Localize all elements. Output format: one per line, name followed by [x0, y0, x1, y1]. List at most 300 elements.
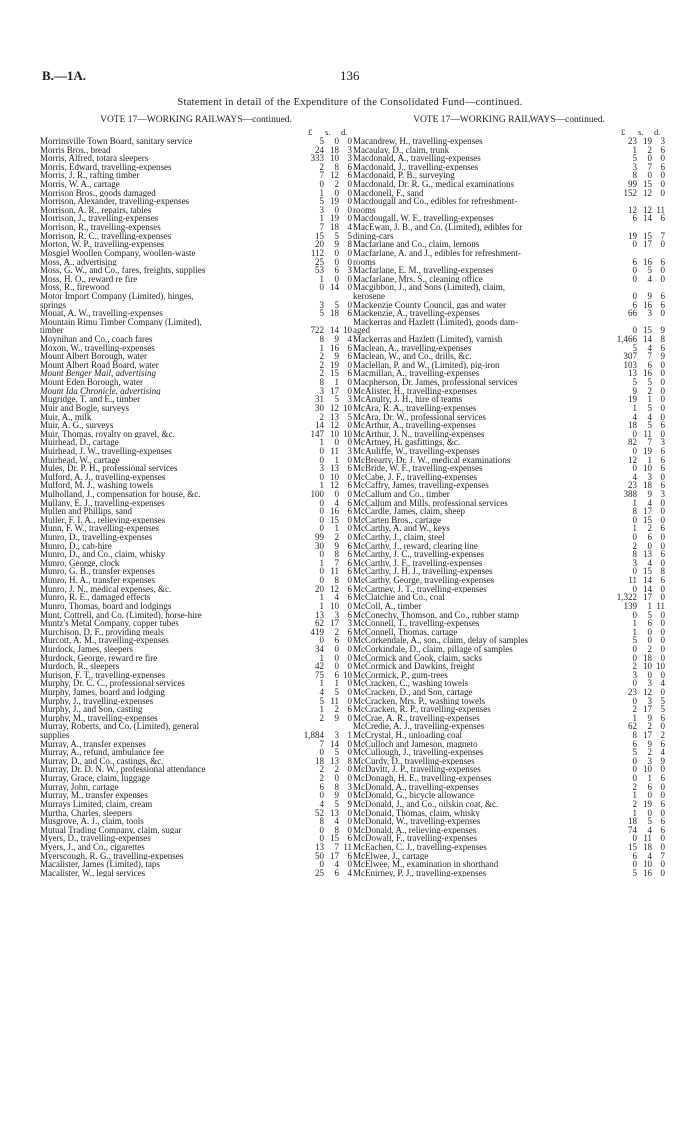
pounds-amount: 99 [315, 532, 324, 543]
shillings-amount: 15 [330, 833, 339, 844]
pounds-amount: 5 [632, 377, 637, 388]
pounds-amount: 0 [632, 609, 637, 620]
shillings-amount: 5 [647, 816, 652, 827]
shillings-amount: 3 [647, 308, 652, 319]
shillings-amount: 6 [334, 669, 339, 680]
pounds-amount: 62 [315, 618, 324, 629]
payee-name: Macdougall and Co., edibles for refreshment- [353, 197, 518, 206]
expenditure-row [40, 447, 352, 456]
shillings-amount: 5 [334, 747, 339, 758]
shillings-amount: 0 [334, 643, 339, 654]
payee-name: Munro, D., travelling-expenses [40, 533, 153, 542]
pence-amount: 5 [347, 411, 352, 422]
shillings-amount: 0 [647, 635, 652, 646]
pence-amount: 6 [660, 144, 665, 155]
pence-amount: 0 [347, 523, 352, 534]
expenditure-row [353, 430, 665, 439]
pence-amount: 0 [347, 179, 352, 190]
shillings-amount: 9 [334, 540, 339, 551]
pounds-amount: 42 [315, 661, 324, 672]
pounds-amount: 20 [315, 583, 324, 594]
pence-amount: 10 [343, 428, 352, 439]
payee-name: Munro, D., and Co., claim, whisky [40, 550, 166, 559]
shillings-amount: 2 [647, 747, 652, 758]
payee-name: McCarthy, George, travelling-expenses [353, 576, 495, 585]
pounds-amount: 419 [310, 626, 324, 637]
pence-amount: 0 [347, 575, 352, 586]
shillings-amount: 15 [643, 514, 652, 525]
pence-amount: 0 [347, 299, 352, 310]
payee-name: McCarthy, J., reward, clearing line [353, 541, 478, 551]
payee-name: McCorkindale, D., claim, pillage of samples [353, 644, 513, 654]
payee-name: Macfarlane and Co., claim, lemons [353, 240, 480, 249]
pence-amount: 0 [347, 807, 352, 818]
pence-amount: 4 [660, 747, 665, 758]
pence-amount: 0 [660, 790, 665, 801]
pounds-amount: 53 [315, 265, 324, 276]
shillings-amount: 0 [647, 540, 652, 551]
expenditure-row [353, 671, 665, 680]
shillings-amount: 15 [330, 514, 339, 525]
shillings-amount: 12 [330, 402, 339, 413]
expenditure-row [40, 783, 352, 792]
pounds-amount: 5 [632, 635, 637, 646]
payee-name: Murcott, A. M., travelling-expenses [40, 636, 169, 645]
pence-amount: 0 [347, 385, 352, 396]
shillings-amount: 4 [334, 816, 339, 827]
pence-amount: 6 [660, 256, 665, 267]
pence-amount: 10 [343, 669, 352, 680]
pounds-amount: 0 [632, 566, 637, 577]
expenditure-row [353, 361, 665, 370]
payee-name: Mountain Rimu Timber Company (Limited), [40, 317, 202, 327]
expenditure-row [40, 240, 352, 249]
expenditure-row [40, 662, 352, 671]
expenditure-row [353, 722, 665, 731]
expenditure-row [40, 249, 352, 258]
shillings-amount: 7 [334, 841, 339, 852]
pounds-amount: 3 [319, 463, 324, 474]
payee-name: Moxon, W., travelling-expenses [40, 343, 155, 353]
pounds-unit: £ [621, 127, 626, 137]
pence-amount: 3 [347, 144, 352, 155]
expenditure-row [353, 163, 665, 172]
shillings-amount: 5 [647, 402, 652, 413]
expenditure-row [353, 740, 665, 749]
pence-amount: 6 [660, 816, 665, 827]
pounds-amount: 2 [319, 351, 324, 362]
shillings-amount: 17 [330, 618, 339, 629]
shillings-amount: 5 [334, 394, 339, 405]
pence-amount: 3 [347, 445, 352, 456]
pounds-amount: 74 [628, 824, 637, 835]
pounds-amount: 722 [310, 325, 324, 336]
shillings-amount: 3 [647, 471, 652, 482]
expenditure-row [353, 843, 665, 852]
shillings-amount: 0 [647, 790, 652, 801]
expenditure-row [40, 697, 352, 706]
payee-name: Murray, D., and Co., castings, &c. [40, 756, 164, 766]
pence-amount: 0 [660, 626, 665, 637]
payee-name: Macmillan, A., travelling-expenses [353, 369, 480, 379]
expenditure-row [40, 860, 352, 869]
pounds-amount: 4 [632, 411, 637, 422]
pence-amount: 3 [347, 394, 352, 405]
pounds-amount [603, 249, 637, 258]
pence-amount: 3 [347, 781, 352, 792]
payee-name: Munro, R. E., damaged effects [40, 593, 151, 602]
payee-name: McCurdy, D., travelling-expenses [353, 756, 475, 766]
pence-amount: 0 [347, 437, 352, 448]
expenditure-row [353, 275, 665, 284]
payee-name: Murphy, J., travelling-expenses [40, 696, 154, 706]
shillings-amount: 12 [330, 420, 339, 431]
shillings-amount: 11 [330, 445, 339, 456]
payee-name: McCallum and Mills, professional services [353, 498, 508, 508]
pence-amount: 0 [660, 652, 665, 663]
pounds-amount: 6 [632, 256, 637, 267]
pounds-amount: 1 [319, 704, 324, 715]
expenditure-row [40, 516, 352, 525]
payee-name: McAra, R. A., travelling-expenses [353, 403, 477, 413]
payee-name: McAnulty, J. H., hire of teams [353, 395, 463, 404]
payee-name: Morris, Alfred, totara sleepers [40, 154, 149, 163]
payee-name: Macalister, W., legal services [40, 868, 146, 878]
right-column [353, 116, 665, 877]
pence-amount: 0 [347, 816, 352, 827]
expenditure-row [40, 318, 352, 327]
payee-name: Moss, R., firewood [40, 283, 110, 292]
shillings-amount: 16 [330, 342, 339, 353]
pounds-amount: 1 [632, 618, 637, 629]
pounds-amount: 3 [632, 557, 637, 568]
payee-name: Morrison Bros., goods damaged [40, 188, 156, 198]
payee-name: McBride, W. F., travelling-expenses [353, 464, 483, 473]
payee-name: McDowall, F., travelling-expenses [353, 834, 478, 843]
pounds-amount: 8 [319, 816, 324, 827]
pounds-amount: 0 [632, 859, 637, 870]
shillings-amount: 0 [334, 273, 339, 284]
pounds-amount: 1 [319, 437, 324, 448]
shillings-amount: 13 [330, 463, 339, 474]
pence-amount: 11 [343, 841, 352, 852]
pence-amount: 0 [347, 273, 352, 284]
expenditure-row [353, 146, 665, 155]
pounds-amount: 1 [319, 273, 324, 284]
pounds-amount [603, 318, 637, 327]
payee-name: Murdock, James, sleepers [40, 644, 133, 654]
expenditure-row [353, 249, 665, 258]
page-number: 136 [340, 68, 360, 83]
pence-amount: 6 [347, 497, 352, 508]
shillings-amount: 11 [643, 428, 652, 439]
shillings-amount: 4 [647, 850, 652, 861]
page-header [0, 68, 700, 82]
pence-amount: 0 [660, 687, 665, 697]
shillings-amount: 4 [334, 859, 339, 870]
payee-name: Macpherson, Dr. James, professional services [353, 378, 518, 387]
payee-name: Mullany, E. J., travelling-expenses [40, 498, 165, 508]
shillings-unit: s. [325, 127, 331, 137]
pence-amount: 0 [347, 532, 352, 543]
payee-name: Muir, Thomas, royalty on gravel, &c. [40, 429, 175, 439]
pounds-amount: 4 [632, 471, 637, 482]
shillings-amount: 2 [647, 144, 652, 155]
shillings-amount: 19 [330, 213, 339, 224]
shillings-amount: 13 [643, 549, 652, 560]
payee-name: Morrison, R., travelling-expenses [40, 223, 161, 232]
expenditure-row [40, 352, 352, 361]
pounds-amount: 1 [319, 187, 324, 198]
pence-amount: 0 [347, 764, 352, 775]
payee-name: Muirhead, J. W., travelling-expenses [40, 446, 172, 456]
payee-name: Macfarlane, Mrs. S., cleaning office [353, 274, 483, 284]
pence-amount: 0 [660, 368, 665, 379]
left-column [40, 116, 352, 877]
expenditure-row [40, 171, 352, 180]
expenditure-row [353, 180, 665, 189]
pounds-amount: 7 [319, 222, 324, 233]
expenditure-row [353, 214, 665, 223]
pounds-amount: 11 [628, 575, 637, 586]
shillings-amount: 10 [643, 764, 652, 775]
pounds-amount: 0 [319, 514, 324, 525]
pence-amount: 0 [347, 678, 352, 689]
shillings-amount: 9 [334, 712, 339, 723]
pounds-amount: 82 [628, 437, 637, 448]
expenditure-row [40, 688, 352, 697]
expenditure-row [40, 361, 352, 370]
shillings-amount: 2 [334, 179, 339, 190]
pence-amount: 6 [347, 566, 352, 577]
pence-amount: 0 [660, 265, 665, 276]
pounds-amount: 5 [319, 136, 324, 146]
expenditure-row [353, 171, 665, 180]
expenditure-row [40, 232, 352, 241]
shillings-amount: 11 [643, 833, 652, 844]
payee-name: Macfarlane, A. and J., edibles for refreshment- [353, 248, 521, 258]
shillings-amount: 6 [647, 532, 652, 543]
payee-name: Myers, D., travelling-expenses [40, 834, 151, 843]
pence-amount: 0 [347, 661, 352, 672]
shillings-amount: 0 [334, 437, 339, 448]
shillings-amount: 9 [647, 290, 652, 301]
shillings-amount: 10 [643, 463, 652, 474]
payee-name: supplies [40, 731, 70, 740]
expenditure-row [40, 387, 352, 396]
expenditure-row [353, 542, 665, 551]
expenditure-row [353, 619, 665, 628]
shillings-amount: 8 [334, 161, 339, 172]
payee-name: McCorkendale, A., son., claim, delay of samples [353, 636, 528, 645]
payee-name: McColl, A., timber [353, 601, 422, 611]
shillings-amount: 0 [334, 204, 339, 215]
pence-amount: 0 [660, 807, 665, 818]
pence-amount: 2 [660, 730, 665, 741]
pounds-amount: 3 [632, 669, 637, 680]
pounds-amount: 8 [632, 170, 637, 181]
pounds-amount: 0 [319, 179, 324, 190]
payee-name: Murray, Grace, claim, luggage [40, 774, 150, 783]
pounds-amount: 0 [632, 652, 637, 663]
expenditure-row [40, 344, 352, 353]
expenditure-row [40, 283, 352, 292]
payee-name: Musgrove, A. J., claim, tools [40, 817, 144, 826]
pounds-amount: 0 [319, 497, 324, 508]
expenditure-row [40, 602, 352, 611]
expenditure-row [353, 774, 665, 783]
payee-name: McCarthy, J. F., travelling-expenses [353, 558, 483, 568]
payee-name: McCormick and Cook, claim, sacks [353, 653, 482, 663]
pence-amount: 3 [660, 488, 665, 499]
pounds-amount: 5 [319, 308, 324, 319]
pounds-amount: 5 [319, 695, 324, 706]
shillings-amount: 1 [647, 600, 652, 611]
payee-name: Macdougall, W. F., travelling-expenses [353, 214, 494, 224]
pence-amount: 0 [660, 532, 665, 543]
pence-amount: 5 [660, 695, 665, 706]
shillings-amount: 16 [643, 256, 652, 267]
shillings-amount: 15 [643, 566, 652, 577]
shillings-amount: 5 [647, 265, 652, 276]
expenditure-row [353, 533, 665, 542]
payee-name: Muntz's Metal Company, copper tubes [40, 619, 179, 628]
pounds-amount: 18 [628, 816, 637, 827]
pence-amount: 0 [660, 471, 665, 482]
expenditure-row [40, 765, 352, 774]
payee-name: McDonagh, H. E., travelling-expenses [353, 774, 492, 783]
pounds-amount: 6 [632, 213, 637, 224]
payee-name: Munt, Cottrell, and Co. (Limited), horse-hire [40, 610, 202, 620]
pounds-amount: 0 [319, 859, 324, 870]
expenditure-row [353, 481, 665, 490]
payee-name: Morrison, A. R., repairs, tables [40, 205, 152, 215]
pounds-amount: 0 [319, 282, 324, 293]
payee-name: McCarthy, J. C., travelling-expenses [353, 550, 485, 559]
expenditure-row [40, 214, 352, 223]
pence-amount: 0 [347, 420, 352, 431]
shillings-amount: 14 [643, 575, 652, 586]
payee-name: McDonald, Thomas, claim, whisky [353, 808, 480, 818]
pounds-amount: 15 [628, 841, 637, 852]
shillings-amount: 2 [334, 764, 339, 775]
pounds-amount: 13 [628, 368, 637, 379]
expenditure-row [353, 387, 665, 396]
pounds-amount: 75 [315, 669, 324, 680]
pence-amount: 0 [660, 239, 665, 250]
pounds-amount: 8 [632, 506, 637, 517]
payee-name: Macgibbon, J., and Sons (Limited), claim, [353, 283, 505, 292]
pence-amount: 6 [660, 342, 665, 353]
expenditure-row [353, 731, 665, 740]
pounds-amount: 2 [319, 773, 324, 784]
pence-amount: 9 [660, 755, 665, 766]
payee-name: McConechy, Thomson, and Co., rubber stamp [353, 610, 519, 620]
expenditure-row [40, 757, 352, 766]
pounds-amount: 0 [319, 635, 324, 646]
pounds-amount: 1,466 [616, 334, 637, 345]
payee-name: McConnell, Thomas, cartage [353, 627, 458, 637]
expenditure-row [40, 533, 352, 542]
expenditure-row [353, 189, 665, 198]
payee-name: McCartney, J. T., travelling-expenses [353, 584, 487, 594]
pence-amount: 0 [660, 273, 665, 284]
pence-amount: 8 [347, 239, 352, 250]
shillings-amount: 0 [334, 187, 339, 198]
shillings-amount: 2 [647, 385, 652, 396]
shillings-amount: 19 [643, 798, 652, 809]
expenditure-row [353, 258, 665, 267]
expenditure-row [353, 369, 665, 378]
payee-name: McConnell, T., travelling-expenses [353, 619, 480, 628]
shillings-amount: 2 [647, 523, 652, 534]
pounds-amount: 0 [319, 747, 324, 758]
expenditure-row [353, 817, 665, 826]
shillings-amount: 3 [647, 695, 652, 706]
payee-name: McCracken, D., and Son, cartage [353, 688, 473, 697]
pounds-amount: 12 [628, 204, 637, 215]
statement-title: Statement in detail of the Expenditure of the Consolidated Fund—continued. [177, 97, 523, 108]
payee-name: McBrearty, Dr. J. W., medical examinations [353, 455, 511, 465]
pence-amount: 6 [660, 798, 665, 809]
payee-name: McEachen, C. J., travelling-expenses [353, 842, 487, 852]
shillings-amount: 19 [643, 136, 652, 146]
shillings-amount: 1 [647, 454, 652, 465]
pence-amount: 6 [660, 773, 665, 784]
expenditure-row [40, 774, 352, 783]
expenditure-row [40, 611, 352, 620]
pounds-amount: 4 [319, 687, 324, 697]
payee-name: McClatchie and Co., coal [353, 593, 445, 602]
pounds-amount: 0 [632, 445, 637, 456]
shillings-amount: 11 [330, 566, 339, 577]
expenditure-row [40, 817, 352, 826]
payee-name: McCardle, James, claim, sheep [353, 507, 465, 516]
payee-name: McCarthy, J. H. J., travelling-expenses [353, 567, 493, 577]
pence-amount: 6 [660, 549, 665, 560]
expenditure-row [40, 524, 352, 533]
pence-amount: 6 [347, 850, 352, 861]
pounds-amount: 1 [319, 557, 324, 568]
payee-name: Moss, G. W., and Co., fares, freights, supplies [40, 266, 206, 275]
shillings-amount: 8 [334, 781, 339, 792]
payee-name: Moss, H. O., reward re fire [40, 274, 138, 284]
pounds-amount: 0 [632, 239, 637, 250]
expenditure-row [353, 602, 665, 611]
pounds-amount: 2 [319, 161, 324, 172]
pence-amount: 6 [347, 540, 352, 551]
pence-amount: 0 [660, 170, 665, 181]
shillings-amount: 10 [330, 428, 339, 439]
pounds-amount: 2 [319, 368, 324, 379]
expenditure-row [40, 180, 352, 189]
shillings-amount: 9 [334, 790, 339, 801]
pounds-amount: 1 [632, 402, 637, 413]
pounds-amount: 100 [310, 488, 324, 499]
expenditure-row [40, 585, 352, 594]
pence-amount: 0 [660, 394, 665, 405]
expenditure-row [40, 714, 352, 723]
shillings-amount: 15 [643, 325, 652, 336]
payee-name: Murray, Dr. D. N. W., professional attendance [40, 765, 206, 775]
expenditure-row [40, 275, 352, 284]
payee-name: McCarthy, A. and W., keys [353, 524, 450, 534]
pence-amount: 0 [347, 824, 352, 835]
expenditure-row [40, 809, 352, 818]
pence-amount: 6 [660, 445, 665, 456]
payee-name: aged [353, 326, 370, 336]
expenditure-row [40, 413, 352, 422]
